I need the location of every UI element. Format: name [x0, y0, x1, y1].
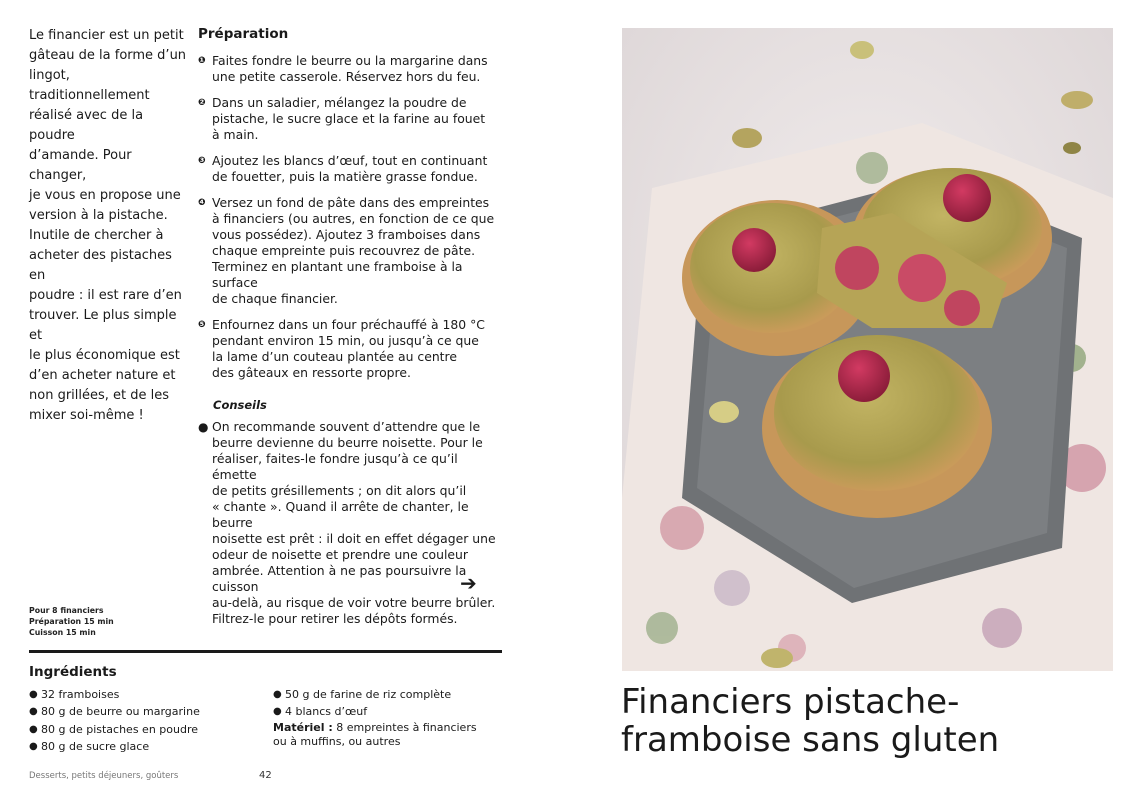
intro-line: d’amande. Pour changer,	[29, 148, 132, 183]
materiel	[273, 721, 503, 749]
preparation-section	[198, 26, 503, 627]
step-line: pendant environ 15 min, ou jusqu’à ce que	[212, 333, 479, 348]
step-5	[198, 317, 503, 381]
intro-line: Inutile de chercher à	[29, 228, 164, 243]
step-line: de chaque financier.	[212, 291, 338, 306]
intro-line: Le financier est un petit	[29, 28, 184, 43]
ingredient-text: 4 blancs d’œuf	[285, 705, 368, 719]
step-2	[198, 95, 503, 143]
step-line: Terminez en plantant une framboise à la surface	[212, 259, 463, 290]
materiel-text-2: ou à muffins, ou autres	[273, 735, 401, 748]
ingredient-item	[29, 721, 259, 738]
step-line: des gâteaux en ressorte propre.	[212, 365, 411, 380]
ingredient-text: 32 framboises	[41, 688, 120, 701]
tip-text	[212, 419, 503, 627]
ingredient-item	[29, 686, 259, 703]
step-text	[212, 195, 503, 307]
tip-line: beurre devienne du beurre noisette. Pour le	[212, 435, 483, 450]
tip-line: noisette est prêt : il doit en effet dégager une	[212, 531, 496, 546]
step-line: Ajoutez les blancs d’œuf, tout en continuant	[212, 153, 488, 168]
ingredient-item	[29, 738, 259, 755]
tip-item	[198, 419, 503, 627]
financiers-photo-illustration	[622, 28, 1113, 671]
tip-line: au-delà, au risque de voir votre beurre brûler.	[212, 595, 496, 610]
step-number-icon: ❹	[198, 198, 206, 208]
section-footer: Desserts, petits déjeuners, goûters	[29, 771, 179, 781]
step-line: la lame d’un couteau plantée au centre	[212, 349, 457, 364]
bullet-icon: ●	[273, 706, 282, 718]
intro-line: acheter des pistaches en	[29, 248, 172, 283]
ingredient-item	[29, 703, 259, 720]
step-text	[212, 95, 503, 143]
tip-line: réaliser, faites-le fondre jusqu’à ce qu’il émette	[212, 451, 458, 482]
step-number-icon: ❸	[198, 156, 206, 166]
step-line: Versez un fond de pâte dans des empreintes	[212, 195, 490, 210]
intro-text	[29, 26, 189, 426]
step-line: chaque empreinte puis recouvrez de pâte.	[212, 243, 476, 258]
page-number: 42	[259, 770, 272, 781]
bullet-icon: ●	[198, 420, 209, 434]
step-4	[198, 195, 503, 307]
intro-line: le plus économique est	[29, 348, 180, 363]
ingredient-item	[273, 703, 503, 720]
prep-time: Préparation 15 min	[29, 617, 114, 626]
tip-line: de petits grésillements ; on dit alors qu’il	[212, 483, 467, 498]
step-text	[212, 53, 503, 85]
step-line: à main.	[212, 127, 259, 142]
steps-list	[198, 53, 503, 381]
ingredients-title: Ingrédients	[29, 664, 117, 680]
step-text	[212, 153, 503, 185]
intro-line: gâteau de la forme d’un	[29, 48, 187, 63]
tip-line: ambrée. Attention à ne pas poursuivre la cuisson	[212, 563, 467, 594]
step-line: à financiers (ou autres, en fonction de ce que	[212, 211, 495, 226]
recipe-meta	[29, 605, 114, 638]
step-number-icon: ❶	[198, 56, 206, 66]
step-1	[198, 53, 503, 85]
step-line: Enfournez dans un four préchauffé à 180 °C	[212, 317, 485, 332]
step-line: une petite casserole. Réservez hors du feu.	[212, 69, 481, 84]
intro-line: mixer soi-même !	[29, 408, 144, 423]
tips-title: Conseils	[213, 398, 267, 412]
cook-time: Cuisson 15 min	[29, 628, 96, 637]
tip-line: Filtrez-le pour retirer les dépôts formés.	[212, 611, 458, 626]
step-line: Dans un saladier, mélangez la poudre de	[212, 95, 467, 110]
ingredient-text: 80 g de beurre ou margarine	[41, 705, 200, 719]
ingredient-text: 50 g de farine de riz complète	[285, 688, 452, 701]
ingredient-text: 80 g de sucre glace	[41, 739, 150, 753]
bullet-icon: ●	[29, 689, 38, 700]
preparation-title: Préparation	[198, 26, 289, 42]
step-number-icon: ❷	[198, 98, 206, 108]
servings: Pour 8 financiers	[29, 606, 104, 615]
recipe-title-line-2: framboise sans gluten	[621, 720, 1000, 760]
intro-line: d’en acheter nature et	[29, 368, 176, 383]
step-text	[212, 317, 503, 381]
recipe-photo	[622, 28, 1113, 671]
bullet-icon: ●	[29, 706, 38, 718]
bullet-icon: ●	[29, 723, 38, 735]
ingredient-text: 80 g de pistaches en poudre	[41, 722, 199, 736]
step-line: vous possédez). Ajoutez 3 framboises dans	[212, 227, 481, 242]
recipe-title	[621, 683, 1121, 759]
bullet-icon: ●	[29, 740, 38, 752]
tip-line: « chante ». Quand il arrête de chanter, le beurre	[212, 499, 469, 530]
materiel-label: Matériel :	[273, 721, 333, 734]
bullet-icon: ●	[273, 689, 282, 700]
step-3	[198, 153, 503, 185]
ingredients-list-1	[29, 686, 259, 755]
tip-line: odeur de noisette et prendre une couleur	[212, 547, 468, 562]
ingredients-list-2	[273, 686, 503, 721]
recipe-title-line-1: Financiers pistache-	[621, 682, 960, 722]
ingredient-item	[273, 686, 503, 703]
tip-line: On recommande souvent d’attendre que le	[212, 419, 481, 434]
intro-line: je vous en propose une	[29, 188, 181, 203]
intro-line: réalisé avec de la poudre	[29, 108, 144, 143]
divider	[29, 650, 502, 653]
intro-line: poudre : il est rare d’en	[29, 288, 182, 303]
step-line: pistache, le sucre glace et la farine au fouet	[212, 111, 486, 126]
intro-line: non grillées, et de les	[29, 388, 170, 403]
step-line: Faites fondre le beurre ou la margarine dans	[212, 53, 488, 68]
intro-line: trouver. Le plus simple et	[29, 308, 177, 343]
step-line: de fouetter, puis la matière grasse fondue.	[212, 169, 478, 184]
next-page-arrow-icon: ➔	[460, 571, 477, 595]
intro-line: lingot, traditionnellement	[29, 68, 150, 103]
step-number-icon: ❺	[198, 320, 206, 330]
intro-line: version à la pistache.	[29, 208, 168, 223]
materiel-text: 8 empreintes à financiers	[332, 721, 477, 734]
